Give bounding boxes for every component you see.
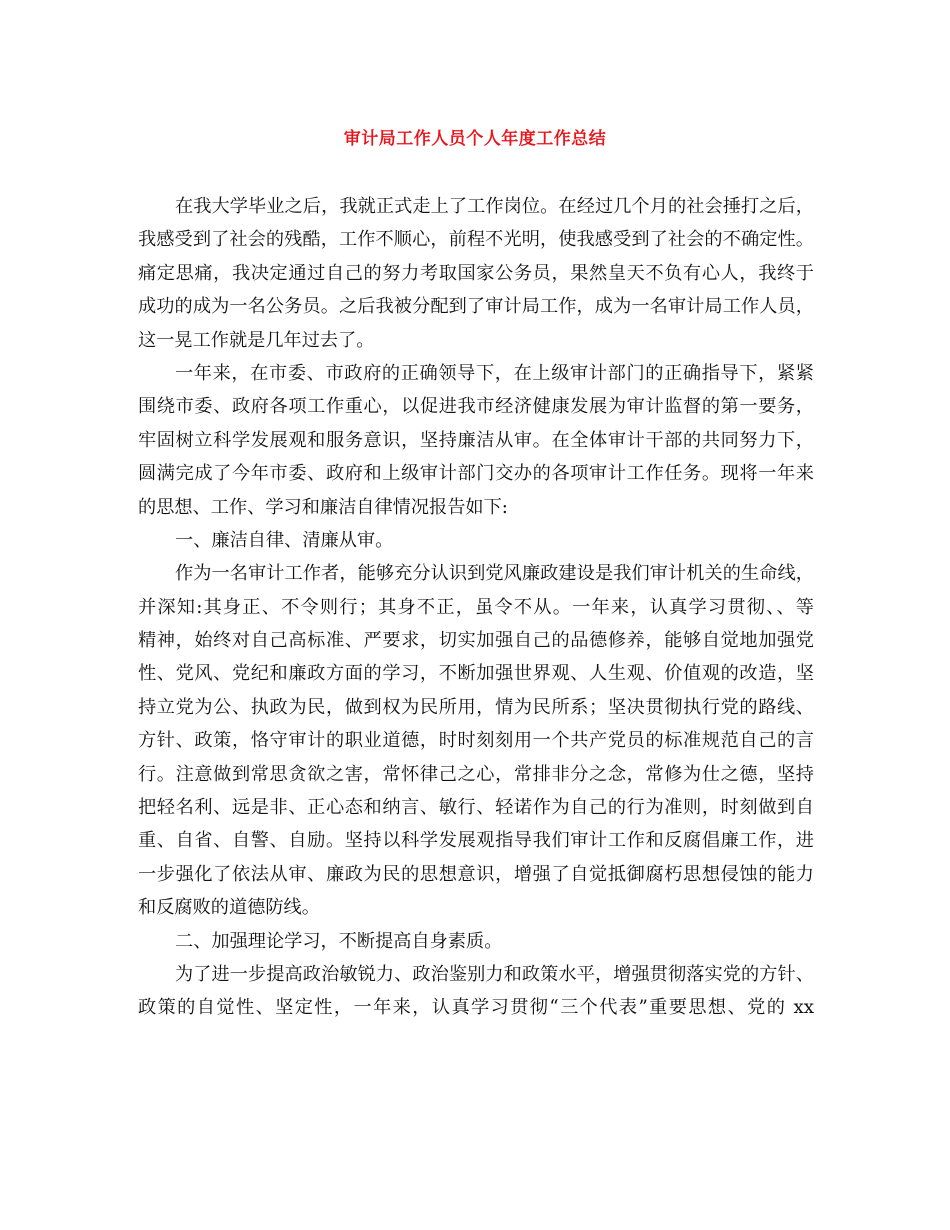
text-line: 成功的成为一名公务员。之后我被分配到了审计局工作，成为一名审计局工作人员， [138, 296, 814, 318]
text-line: 一、廉洁自律、清廉从审。 [175, 529, 394, 551]
text-line: 把轻名利、远是非、正心态和纳言、敏行、轻诺作为自己的行为准则，时刻做到自 [138, 797, 814, 819]
text-line: 痛定思痛，我决定通过自己的努力考取国家公务员，果然皇天不负有心人，我终于 [138, 262, 814, 284]
text-line: 这一晃工作就是几年过去了。 [138, 329, 375, 351]
text-line: 在我大学毕业之后，我就正式走上了工作岗位。在经过几个月的社会捶打之后， [175, 196, 814, 217]
text-line: 性、党风、党纪和廉政方面的学习，不断加强世界观、人生观、价值观的改造，坚 [138, 663, 814, 685]
text-line: 一步强化了依法从审、廉政为民的思想意识，增强了自觉抵御腐朽思想侵蚀的能力 [138, 863, 814, 885]
text-line: 二、加强理论学习，不断提高自身素质。 [175, 930, 503, 952]
document-body [138, 190, 814, 1025]
text-line: 行。注意做到常思贪欲之害，常怀律己之心，常排非分之念，常修为仕之德，坚持 [138, 763, 814, 785]
text-line: 的思想、工作、学习和廉洁自律情况报告如下: [138, 496, 508, 518]
text-line: 作为一名审计工作者，能够充分认识到党风廉政建设是我们审计机关的生命线， [175, 563, 814, 585]
document-title: 审计局工作人员个人年度工作总结 [343, 129, 607, 149]
text-line: 方针、政策，恪守审计的职业道德，时时刻刻用一个共产党员的标准规范自己的言 [138, 730, 814, 752]
text-line: 圆满完成了今年市委、政府和上级审计部门交办的各项审计工作任务。现将一年来 [138, 463, 814, 485]
text-line: 和反腐败的道德防线。 [138, 897, 320, 919]
text-line: 重、自省、自警、自励。坚持以科学发展观指导我们审计工作和反腐倡廉工作，进 [138, 830, 814, 852]
text-line: 我感受到了社会的残酷，工作不顺心，前程不光明，使我感受到了社会的不确定性。 [138, 229, 814, 251]
text-line: 政策的自觉性、坚定性，一年来，认真学习贯彻“三个代表”重要思想、党的 xx [138, 997, 814, 1019]
text-line: 一年来，在市委、市政府的正确领导下，在上级审计部门的正确指导下，紧紧 [175, 362, 814, 384]
text-line: 持立党为公、执政为民，做到权为民所用，情为民所系；坚决贯彻执行党的路线、 [138, 696, 814, 718]
text-line: 为了进一步提高政治敏锐力、政治鉴别力和政策水平，增强贯彻落实党的方针、 [175, 963, 814, 985]
text-line: 并深知:其身正、不令则行；其身不正，虽令不从。一年来，认真学习贯彻、、等 [138, 596, 814, 618]
text-line: 牢固树立科学发展观和服务意识，坚持廉洁从审。在全体审计干部的共同努力下， [138, 429, 814, 451]
text-line: 围绕市委、政府各项工作重心，以促进我市经济健康发展为审计监督的第一要务， [138, 396, 814, 418]
text-line: 精神，始终对自己高标准、严要求，切实加强自己的品德修养，能够自觉地加强党 [138, 630, 814, 652]
